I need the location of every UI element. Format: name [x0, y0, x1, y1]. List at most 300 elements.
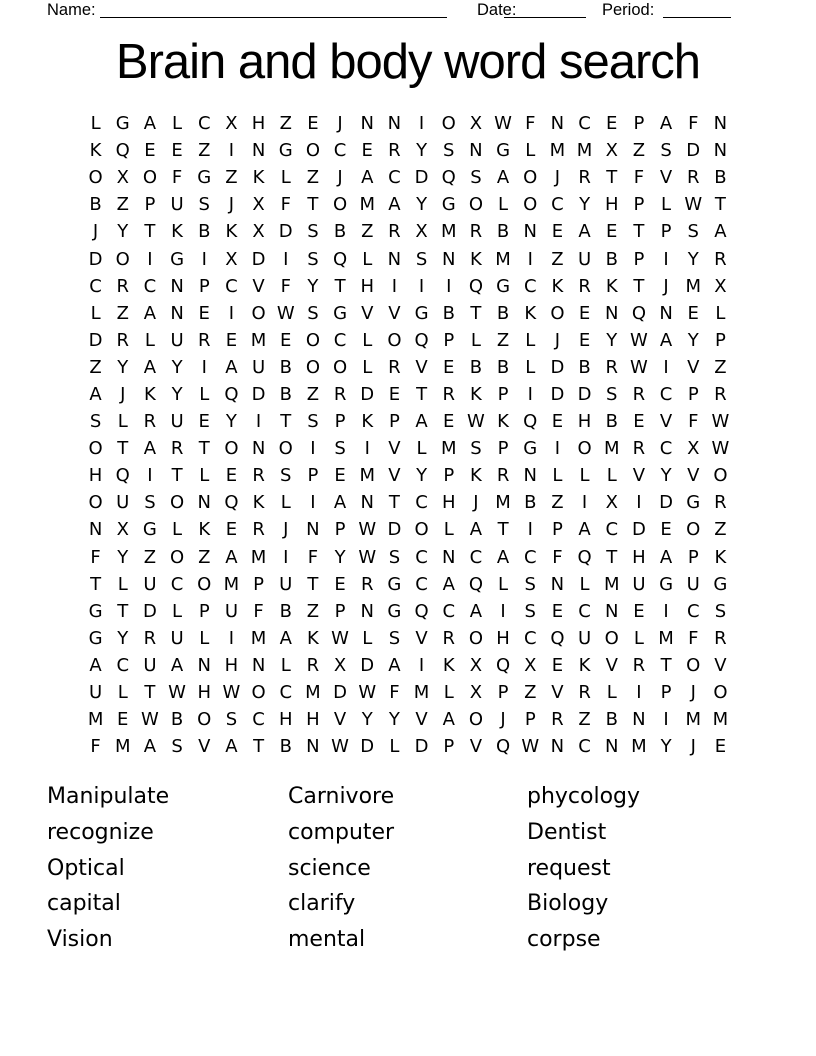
grid-letter: K — [578, 654, 591, 676]
grid-letter: B — [442, 302, 455, 324]
grid-letter: F — [90, 546, 101, 568]
grid-letter: Z — [551, 248, 564, 270]
grid-letter: S — [307, 221, 319, 243]
grid-letter: V — [659, 411, 673, 433]
grid-letter: V — [361, 302, 374, 324]
grid-letter: W — [521, 736, 540, 758]
grid-letter: Q — [115, 140, 130, 162]
grid-letter: S — [660, 140, 672, 162]
word-list-item: Optical — [47, 855, 125, 881]
grid-letter: I — [554, 438, 561, 460]
grid-letter: J — [690, 682, 696, 704]
grid-letter: M — [305, 682, 321, 704]
grid-letter: L — [579, 573, 590, 595]
grid-letter: J — [283, 519, 289, 541]
grid-letter: C — [578, 600, 591, 622]
grid-letter: C — [279, 682, 293, 704]
grid-letter: G — [197, 167, 212, 189]
grid-letter: P — [660, 221, 672, 243]
grid-letter: H — [306, 709, 320, 731]
grid-letter: T — [388, 492, 400, 514]
grid-letter: A — [225, 736, 238, 758]
grid-letter: C — [89, 275, 102, 297]
grid-letter: X — [225, 113, 238, 135]
grid-letter: W — [358, 682, 377, 704]
grid-letter: J — [337, 113, 343, 135]
grid-letter: D — [550, 356, 565, 378]
grid-letter: A — [714, 221, 727, 243]
grid-letter: V — [388, 302, 401, 324]
grid-letter: C — [659, 383, 673, 405]
grid-letter: J — [228, 194, 235, 216]
grid-letter: V — [415, 356, 428, 378]
grid-letter: J — [473, 492, 479, 514]
grid-letter: G — [333, 302, 348, 324]
grid-letter: I — [636, 492, 642, 514]
grid-letter: A — [279, 627, 292, 649]
grid-letter: N — [713, 113, 728, 135]
grid-letter: M — [495, 248, 511, 270]
grid-letter: G — [142, 519, 157, 541]
grid-letter: R — [170, 438, 184, 460]
grid-letter: S — [415, 248, 428, 270]
grid-letter: L — [579, 465, 590, 487]
grid-letter: M — [250, 627, 267, 649]
grid-letter: V — [469, 736, 483, 758]
grid-letter: E — [660, 519, 672, 541]
grid-letter: L — [443, 682, 454, 704]
grid-letter: Y — [687, 329, 699, 351]
grid-letter: L — [498, 194, 509, 216]
grid-letter: V — [252, 275, 265, 297]
grid-letter: L — [606, 465, 617, 487]
grid-letter: V — [714, 654, 727, 676]
grid-letter: Q — [468, 573, 483, 595]
grid-letter: N — [360, 113, 374, 135]
grid-letter: C — [170, 573, 184, 595]
grid-letter: I — [310, 492, 316, 514]
grid-letter: K — [497, 411, 509, 433]
grid-letter: T — [198, 438, 210, 460]
word-list-item: capital — [47, 891, 121, 917]
grid-letter: U — [577, 248, 592, 270]
grid-letter: Q — [414, 600, 429, 622]
grid-letter: U — [116, 492, 130, 514]
grid-letter: P — [633, 113, 645, 135]
period-label: Period: — [602, 1, 655, 19]
grid-letter: Z — [714, 519, 727, 541]
grid-letter: B — [279, 356, 292, 378]
grid-letter: Y — [416, 140, 428, 162]
grid-letter: I — [663, 600, 669, 622]
grid-letter: W — [358, 519, 377, 541]
grid-letter: E — [361, 140, 373, 162]
grid-letter: E — [225, 329, 238, 351]
grid-letter: K — [551, 275, 564, 297]
grid-letter: C — [523, 627, 537, 649]
grid-letter: T — [606, 546, 618, 568]
grid-letter: D — [88, 329, 103, 351]
grid-letter: Q — [332, 248, 348, 270]
word-list-column-2 — [288, 779, 394, 957]
grid-letter: H — [278, 709, 293, 731]
grid-letter: V — [388, 438, 401, 460]
grid-letter: C — [469, 546, 483, 568]
grid-letter: C — [225, 275, 238, 297]
grid-letter: M — [440, 438, 457, 460]
grid-letter: B — [469, 356, 483, 378]
page-title: Brain and body word search — [115, 35, 701, 89]
grid-letter: O — [197, 573, 212, 595]
grid-letter: B — [714, 167, 727, 189]
grid-letter: A — [225, 356, 238, 378]
grid-letter: W — [711, 411, 730, 433]
grid-letter: S — [524, 573, 536, 595]
grid-letter: F — [280, 275, 291, 297]
grid-letter: I — [147, 248, 153, 270]
grid-letter: C — [578, 736, 591, 758]
grid-letter: Y — [171, 383, 183, 405]
grid-letter: Q — [495, 736, 511, 758]
grid-letter: E — [388, 383, 401, 405]
grid-letter: U — [632, 573, 646, 595]
grid-letter: A — [89, 654, 102, 676]
grid-letter: N — [197, 492, 211, 514]
grid-letter: G — [387, 573, 402, 595]
grid-letter: P — [660, 682, 672, 704]
grid-letter: W — [630, 356, 648, 378]
grid-letter: Y — [579, 194, 591, 216]
grid-letter: E — [578, 302, 591, 324]
grid-letter: X — [714, 275, 727, 297]
grid-letter: H — [604, 194, 619, 216]
grid-letter: C — [523, 546, 537, 568]
grid-letter: W — [141, 709, 159, 731]
grid-letter: L — [280, 492, 291, 514]
grid-letter: Z — [551, 492, 564, 514]
grid-letter: Z — [306, 600, 320, 622]
grid-letter: T — [633, 221, 645, 243]
grid-letter: C — [333, 140, 347, 162]
grid-letter: G — [441, 194, 456, 216]
grid-letter: Q — [523, 411, 538, 433]
grid-letter: B — [198, 221, 211, 243]
grid-letter: G — [88, 627, 103, 649]
grid-letter: S — [280, 465, 292, 487]
grid-letter: X — [469, 682, 483, 704]
grid-letter: R — [306, 654, 320, 676]
grid-letter: J — [554, 167, 561, 189]
grid-letter: M — [685, 275, 701, 297]
grid-letter: I — [527, 383, 533, 405]
grid-letter: R — [116, 329, 129, 351]
name-blank-line — [100, 2, 447, 18]
grid-letter: C — [578, 113, 591, 135]
word-list-item: corpse — [527, 927, 601, 953]
grid-letter: Z — [578, 709, 591, 731]
grid-letter: I — [663, 709, 669, 731]
grid-letter: X — [333, 654, 347, 676]
grid-letter: N — [197, 654, 211, 676]
grid-letter: Z — [198, 140, 211, 162]
grid-letter: F — [389, 682, 400, 704]
grid-letter: O — [468, 627, 483, 649]
grid-letter: M — [114, 736, 131, 758]
grid-letter: L — [144, 329, 155, 351]
grid-letter: N — [605, 302, 619, 324]
grid-letter: R — [388, 356, 401, 378]
period-blank-line — [663, 2, 731, 18]
grid-letter: O — [713, 465, 728, 487]
grid-letter: D — [251, 383, 266, 405]
grid-letter: V — [415, 627, 428, 649]
grid-letter: V — [388, 465, 401, 487]
grid-letter: M — [359, 465, 375, 487]
grid-letter: J — [337, 167, 343, 189]
grid-letter: N — [550, 573, 565, 595]
grid-letter: Y — [171, 356, 183, 378]
grid-letter: T — [470, 302, 482, 324]
grid-letter: P — [633, 194, 645, 216]
grid-letter: Y — [660, 736, 672, 758]
grid-letter: O — [169, 546, 185, 568]
grid-letter: O — [441, 113, 456, 135]
grid-letter: S — [606, 383, 618, 405]
grid-letter: L — [606, 682, 617, 704]
grid-letter: T — [714, 194, 726, 216]
grid-letter: E — [334, 573, 346, 595]
grid-letter: H — [197, 682, 212, 704]
grid-letter: I — [201, 248, 207, 270]
grid-letter: R — [252, 519, 265, 541]
grid-letter: M — [685, 709, 701, 731]
grid-letter: I — [391, 275, 398, 297]
grid-letter: I — [446, 275, 452, 297]
grid-letter: C — [197, 113, 211, 135]
grid-letter: O — [604, 627, 619, 649]
grid-letter: S — [388, 627, 401, 649]
grid-letter: R — [714, 383, 727, 405]
grid-letter: S — [171, 736, 183, 758]
grid-letter: X — [469, 654, 483, 676]
grid-letter: L — [498, 573, 509, 595]
grid-letter: U — [170, 411, 184, 433]
grid-letter: F — [688, 627, 699, 649]
grid-letter: Y — [687, 248, 699, 270]
grid-letter: Q — [224, 492, 239, 514]
grid-letter: V — [659, 167, 673, 189]
grid-letter: S — [714, 600, 727, 622]
grid-letter: K — [252, 167, 265, 189]
grid-letter: E — [117, 709, 129, 731]
grid-letter: R — [116, 275, 129, 297]
grid-letter: O — [550, 302, 565, 324]
grid-letter: O — [468, 709, 483, 731]
word-list-item: computer — [288, 820, 395, 846]
grid-letter: D — [414, 167, 429, 189]
grid-letter: P — [551, 519, 563, 541]
grid-letter: C — [551, 194, 564, 216]
grid-letter: K — [442, 654, 455, 676]
grid-letter: W — [331, 627, 349, 649]
grid-letter: L — [117, 411, 128, 433]
grid-letter: Y — [416, 194, 428, 216]
grid-letter: M — [413, 682, 430, 704]
grid-letter: E — [633, 600, 645, 622]
grid-letter: O — [251, 682, 266, 704]
grid-letter: A — [469, 600, 483, 622]
grid-letter: A — [496, 167, 510, 189]
grid-letter: V — [687, 356, 700, 378]
grid-letter: K — [470, 248, 482, 270]
grid-letter: E — [171, 140, 183, 162]
grid-letter: O — [686, 519, 701, 541]
grid-letter: R — [551, 709, 564, 731]
grid-letter: L — [199, 465, 210, 487]
grid-letter: C — [415, 492, 428, 514]
grid-letter: W — [684, 194, 703, 216]
grid-letter: J — [500, 709, 506, 731]
grid-letter: O — [332, 194, 348, 216]
word-list-column-3 — [527, 779, 640, 957]
grid-letter: M — [631, 736, 647, 758]
word-list-item: science — [288, 855, 371, 881]
grid-letter: Z — [198, 546, 211, 568]
grid-letter: C — [252, 709, 265, 731]
word-list-item: Carnivore — [288, 784, 395, 810]
grid-letter: R — [578, 275, 591, 297]
grid-letter: H — [441, 492, 456, 514]
grid-letter: G — [686, 492, 701, 514]
grid-letter: L — [172, 519, 183, 541]
grid-letter: N — [550, 113, 565, 135]
grid-letter: A — [388, 194, 401, 216]
grid-letter: Z — [496, 329, 510, 351]
grid-letter: D — [360, 383, 375, 405]
grid-letter: D — [360, 654, 375, 676]
grid-letter: N — [523, 221, 537, 243]
grid-letter: M — [223, 573, 240, 595]
grid-letter: T — [416, 383, 428, 405]
grid-letter: W — [276, 302, 295, 324]
grid-letter: S — [334, 438, 346, 460]
grid-letter: T — [90, 573, 102, 595]
grid-letter: J — [92, 221, 99, 243]
grid-letter: O — [332, 356, 348, 378]
grid-letter: S — [524, 600, 536, 622]
grid-letter: T — [497, 519, 509, 541]
grid-letter: L — [362, 356, 373, 378]
grid-letter: I — [418, 654, 425, 676]
grid-letter: M — [603, 438, 620, 460]
grid-letter: L — [552, 465, 563, 487]
grid-letter: S — [144, 492, 156, 514]
grid-letter: U — [251, 356, 266, 378]
grid-letter: E — [633, 411, 645, 433]
grid-letter: N — [88, 519, 103, 541]
grid-letter: P — [524, 709, 536, 731]
grid-letter: F — [525, 113, 536, 135]
grid-letter: R — [686, 167, 700, 189]
grid-letter: X — [687, 438, 700, 460]
grid-letter: D — [333, 682, 347, 704]
grid-letter: C — [333, 329, 347, 351]
grid-letter: Y — [117, 356, 129, 378]
grid-letter: L — [117, 682, 128, 704]
grid-letter: B — [333, 221, 347, 243]
grid-letter: Y — [307, 275, 319, 297]
grid-letter: P — [144, 194, 156, 216]
grid-letter: A — [170, 654, 184, 676]
grid-letter: L — [389, 736, 400, 758]
grid-letter: D — [414, 736, 429, 758]
grid-letter: M — [440, 221, 457, 243]
grid-letter: E — [551, 654, 564, 676]
grid-letter: P — [443, 465, 455, 487]
grid-letter: A — [496, 546, 510, 568]
grid-letter: N — [469, 140, 483, 162]
grid-letter: T — [307, 573, 319, 595]
grid-letter: N — [306, 736, 320, 758]
word-list-item: Manipulate — [47, 784, 170, 810]
grid-letter: O — [115, 248, 130, 270]
grid-letter: N — [251, 140, 266, 162]
grid-letter: B — [578, 356, 591, 378]
grid-letter: V — [333, 709, 347, 731]
grid-letter: J — [120, 383, 126, 405]
grid-letter: Z — [116, 302, 129, 324]
grid-letter: V — [198, 736, 211, 758]
grid-letter: N — [360, 600, 374, 622]
grid-letter: O — [251, 302, 266, 324]
grid-letter: C — [116, 654, 130, 676]
grid-letter: X — [415, 221, 428, 243]
grid-letter: L — [661, 194, 672, 216]
grid-letter: E — [307, 113, 319, 135]
grid-letter: M — [359, 194, 375, 216]
grid-letter: Y — [117, 221, 129, 243]
grid-letter: F — [688, 411, 699, 433]
grid-letter: V — [415, 709, 428, 731]
grid-letter: I — [228, 140, 235, 162]
grid-letter: A — [143, 302, 157, 324]
grid-letter: R — [605, 356, 618, 378]
grid-letter: I — [228, 302, 235, 324]
grid-letter: T — [334, 275, 346, 297]
grid-letter: D — [387, 519, 402, 541]
grid-letter: Y — [388, 709, 400, 731]
grid-letter: L — [172, 113, 183, 135]
grid-letter: W — [494, 113, 512, 135]
grid-letter: Q — [224, 383, 239, 405]
grid-letter: U — [577, 627, 592, 649]
grid-letter: I — [418, 113, 425, 135]
grid-letter: S — [443, 140, 455, 162]
grid-letter: N — [387, 248, 402, 270]
grid-letter: E — [551, 411, 564, 433]
grid-letter: P — [334, 411, 346, 433]
grid-letter: U — [686, 573, 700, 595]
grid-letter: F — [552, 546, 563, 568]
grid-letter: P — [307, 465, 319, 487]
grid-letter: L — [362, 248, 373, 270]
grid-letter: T — [660, 654, 672, 676]
grid-letter: W — [711, 438, 730, 460]
grid-letter: R — [714, 248, 727, 270]
grid-letter: U — [143, 573, 157, 595]
grid-letter: B — [89, 194, 102, 216]
grid-letter: U — [143, 654, 157, 676]
